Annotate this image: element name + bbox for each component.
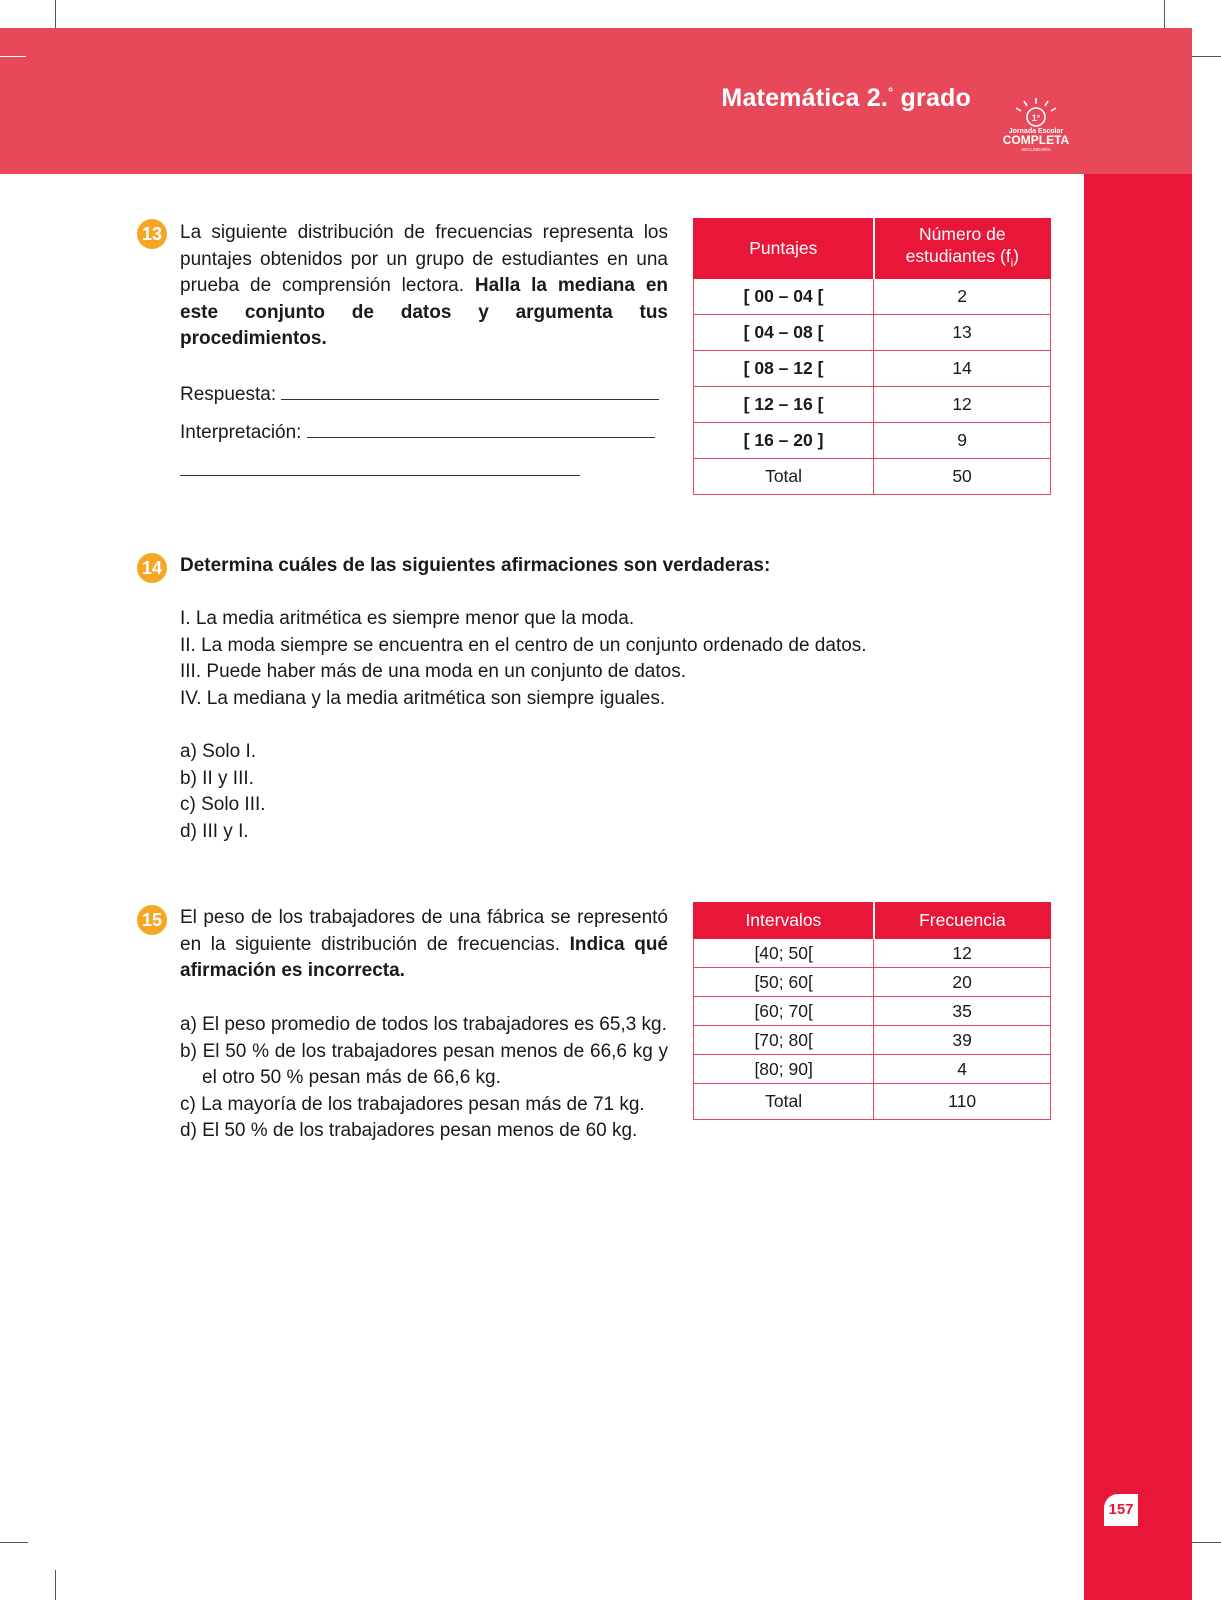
table-cell: 110 [874, 1084, 1051, 1120]
table-cell: [ 08 – 12 [ [694, 351, 874, 387]
table-row [694, 387, 1051, 423]
title-suffix: grado [893, 84, 971, 112]
question-number-13: 13 [137, 219, 167, 249]
table-row [694, 939, 1051, 968]
table-cell: 2 [874, 279, 1051, 315]
table-cell: [ 12 – 16 [ [694, 387, 874, 423]
answer-line[interactable] [180, 381, 670, 409]
header-close: ) [1013, 245, 1019, 266]
table-header [874, 219, 1051, 279]
answer-label: Respuesta: [180, 384, 277, 405]
table-cell: 4 [874, 1055, 1051, 1084]
header-subscript: i [1010, 257, 1014, 270]
table-cell: [ 00 – 04 [ [694, 279, 874, 315]
header-divider [0, 56, 26, 57]
option-item[interactable]: c) La mayoría de los trabajadores pesan más de 71 kg. [180, 1093, 645, 1115]
table-row [694, 1084, 1051, 1120]
table-row [694, 459, 1051, 495]
jornada-escolar-logo [996, 96, 1076, 154]
table-cell: 14 [874, 351, 1051, 387]
interpretation-label: Interpretación: [180, 422, 302, 443]
question-14-options [180, 739, 480, 845]
table-header: Puntajes [694, 219, 874, 279]
answer-blank[interactable] [281, 381, 659, 400]
interpretation-blank[interactable] [307, 419, 655, 438]
table-row [694, 1055, 1051, 1084]
table-cell: Total [694, 1084, 874, 1120]
table-cell: [60; 70[ [694, 997, 874, 1026]
table-cell: 9 [874, 423, 1051, 459]
crop-mark [1164, 0, 1165, 28]
option-item[interactable]: b) II y III. [180, 767, 254, 789]
table-cell: [70; 80[ [694, 1026, 874, 1055]
option-item[interactable]: b) El 50 % de los trabajadores pesan menos de 66,6 kg y el otro 50 % pesan más de 66,6 kg. [180, 1040, 668, 1088]
crop-mark [55, 0, 56, 28]
question-number-15: 15 [137, 905, 167, 935]
table-cell: 35 [874, 997, 1051, 1026]
statement-item: III. Puede haber más de una moda en un conjunto de datos. [180, 661, 686, 682]
title-superscript: ° [888, 84, 894, 100]
question-14-statements [180, 606, 1040, 712]
table-cell: [ 16 – 20 ] [694, 423, 874, 459]
logo-text-top: Jornada Escolar [1008, 128, 1064, 135]
question-number-14: 14 [137, 553, 167, 583]
page-number: 157 [1104, 1494, 1138, 1526]
table-cell: 13 [874, 315, 1051, 351]
table-header: Frecuencia [874, 903, 1051, 939]
question-15-options [180, 1012, 668, 1145]
question-15-instruction: Indica qué afirmación es incorrecta. [180, 933, 668, 981]
table-cell: 39 [874, 1026, 1051, 1055]
question-13-statement: La siguiente distribución de frecuencias representa los puntajes obtenidos por un grupo de estudiantes en una prueba de comprensión lectora. [180, 222, 668, 296]
table-row [694, 968, 1051, 997]
header-label: Número de estudiantes (f [905, 223, 1011, 266]
table-row [694, 423, 1051, 459]
option-item[interactable]: d) III y I. [180, 820, 249, 842]
title-text: Matemática 2. [721, 84, 888, 112]
table-row [694, 1026, 1051, 1055]
crop-mark [1192, 1542, 1221, 1543]
table-row [694, 315, 1051, 351]
statement-item: IV. La mediana y la media aritmética son siempre iguales. [180, 687, 666, 709]
option-item[interactable]: d) El 50 % de los trabajadores pesan menos de 60 kg. [180, 1120, 638, 1141]
table-cell: [80; 90] [694, 1055, 874, 1084]
table-cell: [40; 50[ [694, 939, 874, 968]
statement-item: II. La moda siempre se encuentra en el centro de un conjunto ordenado de datos. [180, 634, 867, 656]
question-13-text [180, 220, 668, 353]
interpretation-line[interactable] [180, 419, 670, 447]
table-cell: 20 [874, 968, 1051, 997]
page-title [721, 84, 971, 113]
question-13-instruction: Halla la mediana en este conjunto de datos y argumenta tus procedimientos. [180, 275, 669, 349]
option-item[interactable]: a) El peso promedio de todos los trabajadores es 65,3 kg. [180, 1014, 667, 1035]
table-cell: [50; 60[ [694, 968, 874, 997]
logo-text-main: COMPLETA [1002, 133, 1070, 147]
option-item[interactable]: a) Solo I. [180, 741, 257, 762]
question-15-text [180, 905, 668, 985]
table-cell: 12 [874, 387, 1051, 423]
frequency-table-13 [693, 218, 1051, 495]
table-cell: Total [694, 459, 874, 495]
statement-item: I. La media aritmética es siempre menor que la moda. [180, 608, 635, 629]
table-row [694, 279, 1051, 315]
interpretation-line-2[interactable] [180, 457, 670, 485]
crop-mark [55, 1570, 56, 1600]
side-bar [1084, 174, 1192, 1600]
option-item[interactable]: c) Solo III. [180, 794, 266, 815]
table-header: Intervalos [694, 903, 874, 939]
table-cell: 50 [874, 459, 1051, 495]
frequency-table-15 [693, 902, 1051, 1120]
table-cell: [ 04 – 08 [ [694, 315, 874, 351]
question-14-prompt: Determina cuáles de las siguientes afirmaciones son verdaderas: [180, 555, 771, 576]
question-15-statement: El peso de los trabajadores de una fábrica se representó en la siguiente distribución de frecuencias. [180, 907, 668, 955]
table-row [694, 997, 1051, 1026]
logo-text-bottom: SECUNDARIA [1021, 147, 1051, 152]
table-row [694, 351, 1051, 387]
crop-mark [0, 1542, 28, 1543]
crop-mark [1192, 56, 1221, 57]
table-cell: 12 [874, 939, 1051, 968]
interpretation-blank-2[interactable] [180, 457, 580, 476]
svg-text:1°: 1° [1031, 113, 1041, 123]
